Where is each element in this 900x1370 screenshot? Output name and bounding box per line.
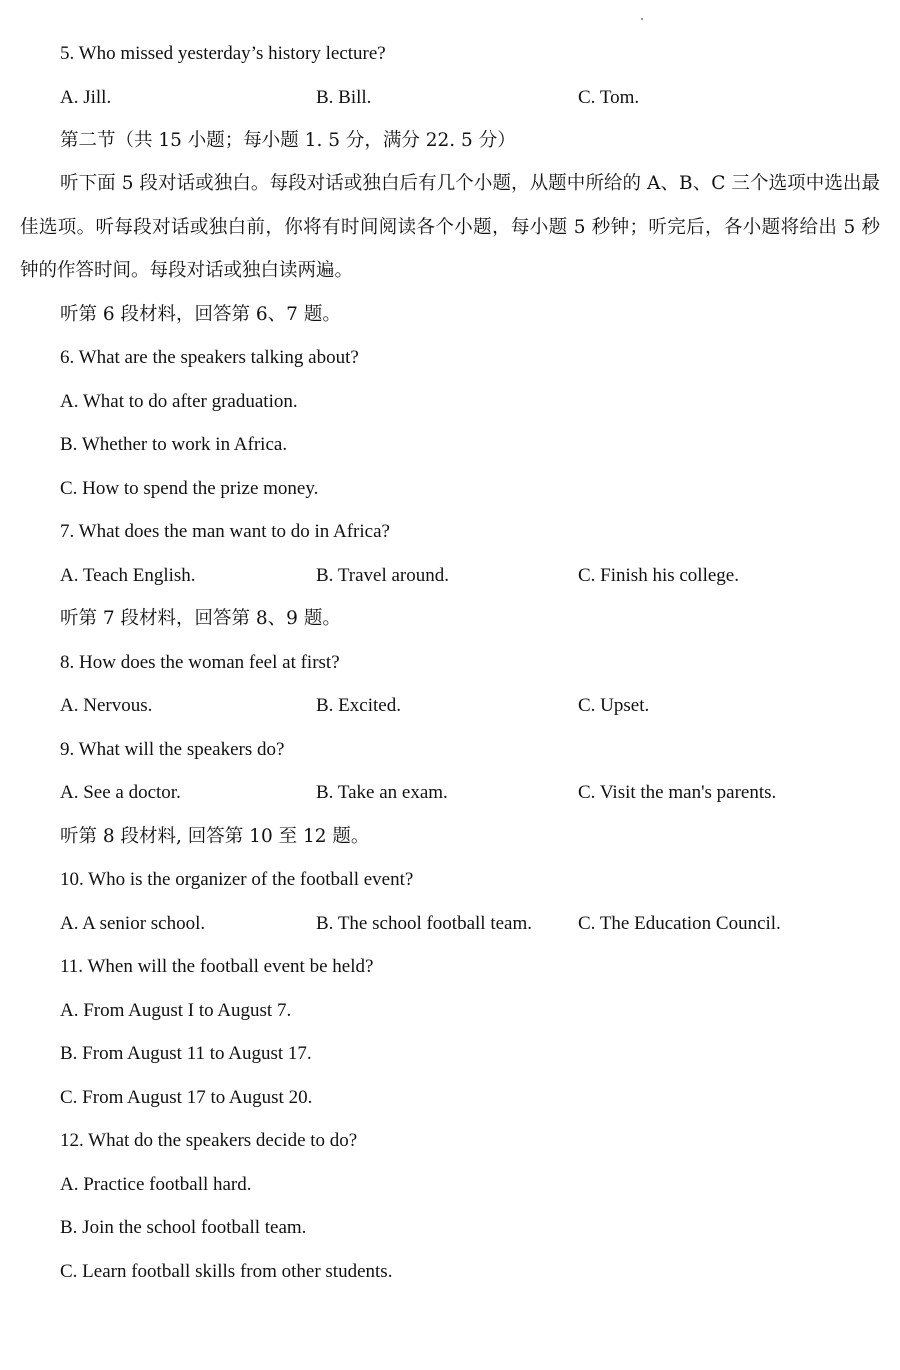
material-8-label: 听第 8 段材料, 回答第 10 至 12 题。 xyxy=(60,826,370,847)
q9-option-c: C. Visit the man's parents. xyxy=(578,782,777,803)
q12-option-b: B. Join the school football team. xyxy=(60,1217,307,1238)
q12-option-a: A. Practice football hard. xyxy=(60,1174,252,1195)
scan-speck xyxy=(641,18,643,20)
q8-option-c: C. Upset. xyxy=(578,695,650,716)
q8-option-a: A. Nervous. xyxy=(60,695,153,716)
q5-option-a: A. Jill. xyxy=(60,87,112,108)
q11-option-c: C. From August 17 to August 20. xyxy=(60,1087,313,1108)
question-9: 9. What will the speakers do? xyxy=(60,739,285,760)
question-12: 12. What do the speakers decide to do? xyxy=(60,1130,358,1151)
q9-option-a: A. See a doctor. xyxy=(60,782,181,803)
q7-option-a: A. Teach English. xyxy=(60,565,196,586)
q10-option-a: A. A senior school. xyxy=(60,913,206,934)
q11-option-b: B. From August 11 to August 17. xyxy=(60,1043,312,1064)
q9-option-b: B. Take an exam. xyxy=(316,782,448,803)
q11-option-a: A. From August I to August 7. xyxy=(60,1000,292,1021)
q7-option-b: B. Travel around. xyxy=(316,565,449,586)
q5-option-b: B. Bill. xyxy=(316,87,372,108)
section-2-heading: 第二节（共 15 小题；每小题 1. 5 分，满分 22. 5 分） xyxy=(60,130,516,151)
q12-option-c: C. Learn football skills from other students. xyxy=(60,1261,393,1282)
q5-option-c: C. Tom. xyxy=(578,87,640,108)
q6-option-c: C. How to spend the prize money. xyxy=(60,478,319,499)
material-6-label: 听第 6 段材料，回答第 6、7 题。 xyxy=(60,304,341,325)
q7-option-c: C. Finish his college. xyxy=(578,565,739,586)
q10-option-c: C. The Education Council. xyxy=(578,913,781,934)
question-6: 6. What are the speakers talking about? xyxy=(60,347,359,368)
material-7-label: 听第 7 段材料，回答第 8、9 题。 xyxy=(60,608,341,629)
q6-option-a: A. What to do after graduation. xyxy=(60,391,298,412)
question-7: 7. What does the man want to do in Africa? xyxy=(60,521,390,542)
q8-option-b: B. Excited. xyxy=(316,695,401,716)
q10-option-b: B. The school football team. xyxy=(316,913,532,934)
q6-option-b: B. Whether to work in Africa. xyxy=(60,434,288,455)
question-5: 5. Who missed yesterday’s history lecture? xyxy=(60,43,386,64)
question-10: 10. Who is the organizer of the football event? xyxy=(60,869,414,890)
question-11: 11. When will the football event be held? xyxy=(60,956,374,977)
section-2-instructions: 听下面 5 段对话或独白。每段对话或独白后有几个小题，从题中所给的 A、B、C 三个选项中选出最佳选项。听每段对话或独白前，你将有时间阅读各个小题，每小题 5 秒钟；听完后，各小题将给出 5 秒钟的作答时间。每段对话或独白读两遍。 xyxy=(20,173,880,281)
question-8: 8. How does the woman feel at first? xyxy=(60,652,340,673)
